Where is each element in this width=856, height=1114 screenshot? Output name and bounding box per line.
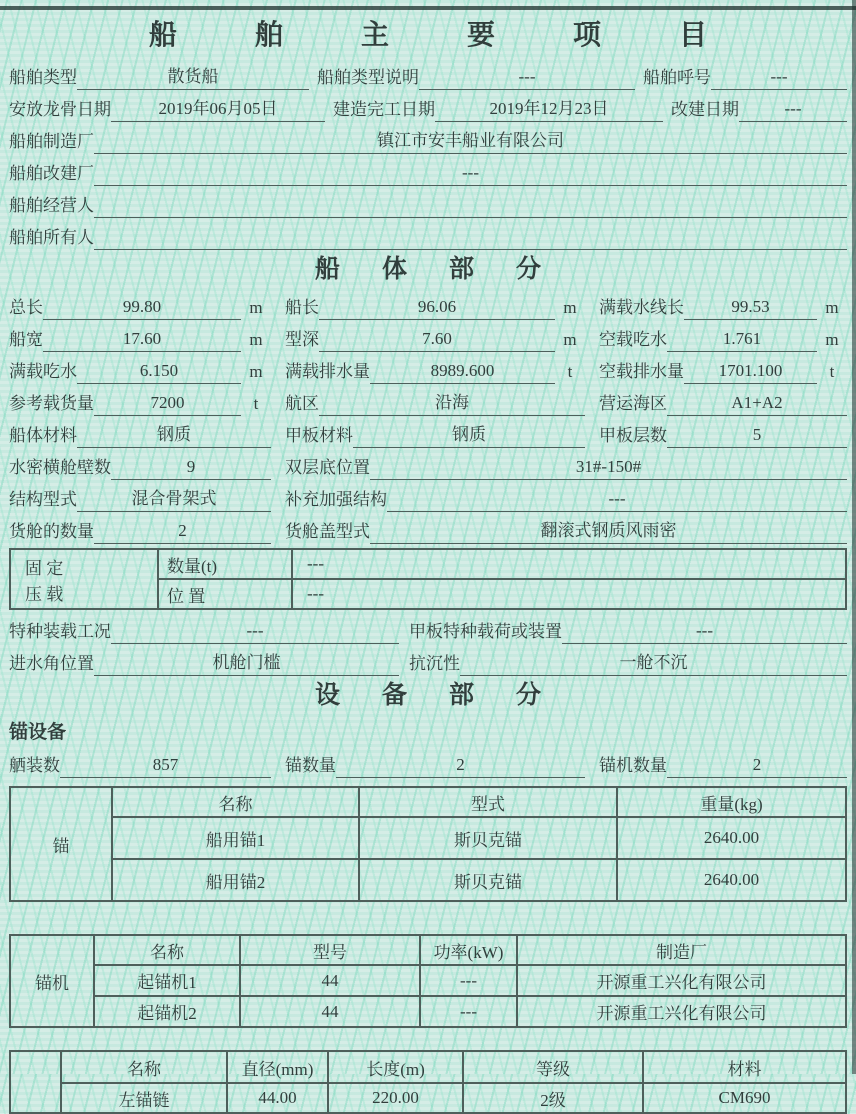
table-row [10,965,846,996]
field-unit: m [249,330,263,349]
field-value: 7.60 [319,329,555,352]
fixed-ballast-label-line2: 压 载 [25,584,64,604]
field-unit: m [563,298,577,317]
builder-row [9,122,847,154]
field-unit: t [567,362,573,381]
scan-right-edge-artifact [852,0,856,1074]
column-header-model: 型号 [240,935,420,965]
chain1-diameter: 44.00 [227,1083,328,1113]
field-value: 混合骨架式 [77,484,271,512]
field-value: 99.53 [684,297,817,320]
hull-row-displacement [9,352,847,384]
windlass1-name: 起锚机1 [94,965,240,996]
windlass-table-row-label: 锚机 [10,935,94,1027]
chain-table-row-label [10,1051,61,1113]
anchor1-type: 斯贝克锚 [359,817,617,859]
field-ship-type-note [317,63,635,90]
quantity-value: --- [307,554,324,573]
ship-type-row [9,58,847,90]
field-deck-material [285,420,585,448]
field-label: 满载排水量 [285,362,370,381]
field-label: 船舶改建厂 [9,164,94,183]
field-build-complete-date [333,94,663,122]
field-label: 船舶呼号 [643,68,711,87]
field-value: --- [711,67,847,90]
field-rebuild-date [671,95,847,122]
field-label: 参考载货量 [9,394,94,413]
field-label: 抗沉性 [409,654,460,673]
column-header-name: 名称 [94,935,240,965]
anchor-chain-table [9,1050,847,1114]
field-loa [9,293,271,320]
field-label: 特种装载工况 [9,622,111,641]
field-label: 甲板特种载荷或装置 [409,622,562,641]
owner-row [9,218,847,250]
field-breadth [9,325,271,352]
hull-row-material [9,416,847,448]
field-anchor-count [285,751,585,778]
windlass1-manufacturer: 开源重工兴化有限公司 [517,965,846,996]
windlass-table-header-row [10,935,846,965]
field-unit: m [249,362,263,381]
column-header-grade: 等级 [463,1051,643,1083]
field-unit: m [563,330,577,349]
field-label: 营运海区 [599,394,667,413]
field-value: 2 [667,755,847,778]
field-label: 空载吃水 [599,330,667,349]
field-value: --- [111,621,399,644]
field-label: 船舶类型说明 [317,68,419,87]
anchor-table [9,786,847,902]
field-unit: m [249,298,263,317]
anchor1-weight: 2640.00 [617,817,846,859]
field-length [285,293,585,320]
field-label: 船舶制造厂 [9,132,94,151]
field-label: 货舱盖型式 [285,522,370,541]
field-value: 1.761 [667,329,817,352]
column-header-manufacturer: 制造厂 [517,935,846,965]
field-value: 散货船 [77,62,309,90]
hull-row-breadth [9,320,847,352]
page-title: 船舶主要项目 [148,20,785,51]
field-value: 6.150 [77,361,241,384]
field-label: 航区 [285,394,319,413]
field-value: 一舱不沉 [460,648,847,676]
fixed-ballast-values [159,550,845,608]
field-structure-type [9,484,271,512]
field-label: 货舱的数量 [9,522,94,541]
field-operating-sea-area [599,389,847,416]
field-reference-cargo [9,389,271,416]
field-label: 水密横舱壁数 [9,458,111,477]
field-label: 船舶类型 [9,68,77,87]
field-value: --- [94,163,847,186]
field-label: 舾装数 [9,756,60,775]
hull-section-title: 船体部分 [314,256,583,283]
field-label: 锚机数量 [599,756,667,775]
position-label: 位 置 [159,580,293,608]
position-value: --- [307,584,324,603]
field-hull-material [9,420,271,448]
column-header-name: 名称 [61,1051,227,1083]
field-value [94,230,847,250]
field-value: 翻滚式钢质风雨密 [370,516,847,544]
column-header-type: 型式 [359,787,617,817]
field-value: 2 [94,521,271,544]
field-windlass-count [599,751,847,778]
fixed-ballast-quantity-row [159,550,845,578]
windlass1-model: 44 [240,965,420,996]
field-value: 31#-150# [370,457,847,480]
field-value: 8989.600 [370,361,555,384]
field-value: 钢质 [353,420,585,448]
column-header-name: 名称 [112,787,359,817]
field-equipment-number [9,751,271,778]
anchor2-name: 船用锚2 [112,859,359,901]
column-header-length: 长度(m) [328,1051,463,1083]
field-label: 改建日期 [671,100,739,119]
field-value [94,198,847,218]
fixed-ballast-label-line1: 固 定 [25,558,64,578]
hull-row-structure [9,480,847,512]
equipment-section-title: 设备部分 [314,682,583,709]
anchor-equipment-heading: 锚设备 [9,722,67,743]
hull-row-holds [9,512,847,544]
field-loaded-draft [9,357,271,384]
column-header-diameter: 直径(mm) [227,1051,328,1083]
dates-row [9,90,847,122]
anchor-summary-row [9,746,847,778]
table-row [10,1083,846,1113]
field-deck-count [599,421,847,448]
anchor1-name: 船用锚1 [112,817,359,859]
field-value: 2 [336,755,585,778]
field-unit: t [829,362,835,381]
fixed-ballast-box [9,548,847,610]
anchor2-weight: 2640.00 [617,859,846,901]
field-deck-special-load [409,617,847,644]
fixed-ballast-position-row [159,578,845,608]
field-label: 满载吃水 [9,362,77,381]
column-header-power: 功率(kW) [420,935,517,965]
field-light-displacement [599,357,847,384]
field-value: 钢质 [77,420,271,448]
field-label: 船长 [285,298,319,317]
field-label: 船宽 [9,330,43,349]
field-hatch-cover-type [285,516,847,544]
field-label: 船体材料 [9,426,77,445]
flooding-angle-row [9,644,847,676]
field-value: --- [562,621,847,644]
operator-row [9,186,847,218]
field-flooding-angle-position [9,648,399,676]
field-ship-type [9,62,309,90]
field-unit: m [825,330,839,349]
field-value: 17.60 [43,329,241,352]
field-value: --- [419,67,635,90]
field-value: 1701.100 [684,361,817,384]
windlass-table [9,934,847,1028]
windlass1-power: --- [420,965,517,996]
field-label: 船舶所有人 [9,228,94,247]
field-value: 2019年06月05日 [111,94,325,122]
field-label: 甲板层数 [599,426,667,445]
table-row [10,859,846,901]
chain1-grade: 2级 [463,1083,643,1113]
field-label: 总长 [9,298,43,317]
field-value: --- [739,99,847,122]
field-cargo-hold-count [9,517,271,544]
field-special-loading-condition [9,617,399,644]
field-watertight-bulkheads [9,453,271,480]
field-value: 857 [60,755,271,778]
field-value: 96.06 [319,297,555,320]
field-label: 结构型式 [9,490,77,509]
field-navigation-zone [285,388,585,416]
anchor-table-header-row [10,787,846,817]
windlass2-name: 起锚机2 [94,996,240,1027]
quantity-label: 数量(t) [159,550,293,578]
column-header-weight: 重量(kg) [617,787,846,817]
field-unit: t [253,394,259,413]
field-value: 2019年12月23日 [435,94,663,122]
hull-row-length [9,288,847,320]
rebuilder-row [9,154,847,186]
chain-table-header-row [10,1051,846,1083]
field-value: 5 [667,425,847,448]
chain1-length: 220.00 [328,1083,463,1113]
field-label: 满载水线长 [599,298,684,317]
windlass2-power: --- [420,996,517,1027]
special-loading-row [9,612,847,644]
windlass2-manufacturer: 开源重工兴化有限公司 [517,996,846,1027]
field-label: 锚数量 [285,756,336,775]
field-double-bottom-position [285,453,847,480]
field-loaded-waterline-length [599,293,847,320]
table-row [10,817,846,859]
field-unit: m [825,298,839,317]
field-label: 安放龙骨日期 [9,100,111,119]
field-value: A1+A2 [667,393,847,416]
field-value: 9 [111,457,271,480]
field-label: 型深 [285,330,319,349]
field-value: 7200 [94,393,241,416]
scan-top-edge-artifact [0,6,856,10]
fixed-ballast-label [11,550,159,608]
field-label: 双层底位置 [285,458,370,477]
field-value: 机舱门槛 [94,648,399,676]
field-label: 空载排水量 [599,362,684,381]
anchor-table-row-label: 锚 [10,787,112,901]
table-row [10,996,846,1027]
field-value: --- [387,489,847,512]
column-header-material: 材料 [643,1051,846,1083]
field-keel-laid-date [9,94,325,122]
field-value: 沿海 [319,388,585,416]
hull-row-cargo [9,384,847,416]
field-light-draft [599,325,847,352]
chain1-name: 左锚链 [61,1083,227,1113]
field-label: 建造完工日期 [333,100,435,119]
field-damage-stability [409,648,847,676]
field-label: 补充加强结构 [285,490,387,509]
field-call-sign [643,63,847,90]
hull-row-bulkheads [9,448,847,480]
field-value: 99.80 [43,297,241,320]
field-depth [285,325,585,352]
field-label: 进水角位置 [9,654,94,673]
anchor2-type: 斯贝克锚 [359,859,617,901]
field-label: 甲板材料 [285,426,353,445]
field-supplementary-strengthening [285,485,847,512]
field-value: 镇江市安丰船业有限公司 [94,126,847,154]
windlass2-model: 44 [240,996,420,1027]
field-loaded-displacement [285,357,585,384]
field-label: 船舶经营人 [9,196,94,215]
chain1-material: CM690 [643,1083,846,1113]
